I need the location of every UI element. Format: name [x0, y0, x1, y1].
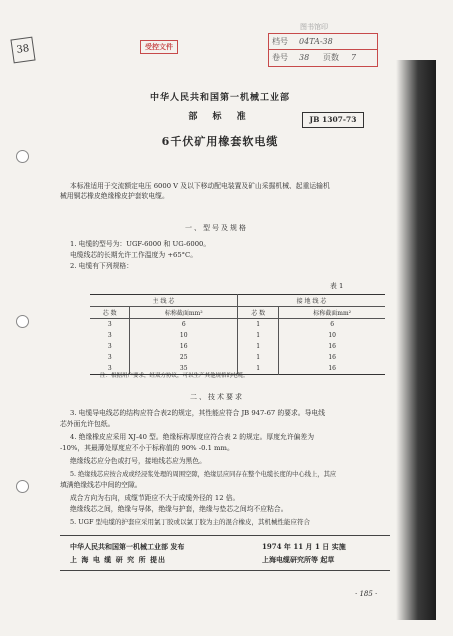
page-number: · 185 ·	[355, 590, 378, 598]
standard-type: 部 标 准	[188, 112, 252, 122]
table-cell: 3	[90, 319, 130, 331]
vol-label: 卷号	[272, 53, 288, 62]
table-cell: 3	[90, 341, 130, 352]
requirement-line: 填满绝缘线芯中间的空隙。	[60, 481, 142, 489]
doc-no-label: 档号	[272, 37, 288, 46]
table-row	[90, 341, 385, 352]
table-cell: 25	[130, 352, 238, 363]
table-cell: 35	[130, 363, 238, 375]
spec-line: 2. 电缆有下列规格：	[70, 262, 134, 270]
controlled-document-stamp: 受控文件	[140, 40, 178, 54]
table-cell: 6	[130, 319, 238, 331]
issuing-ministry: 中华人民共和国第一机械工业部	[149, 93, 290, 103]
table-cell: 1	[237, 330, 278, 341]
table-row	[90, 330, 385, 341]
table-header: 标称截面mm²	[130, 307, 238, 319]
table-header: 芯 数	[90, 307, 130, 319]
table-cell: 3	[90, 363, 130, 375]
table-label: 表 1	[330, 282, 344, 290]
punch-hole	[16, 315, 29, 328]
binder-margin	[0, 0, 50, 636]
page-label: 页数	[323, 53, 339, 62]
punch-hole	[16, 480, 29, 493]
punch-text: 图书馆印	[300, 23, 328, 31]
spec-line: 电缆线芯的长期允许工作温度为 +65°C。	[70, 251, 198, 259]
requirement-line: 5. UGF 型电缆的护套应采用氯丁胶或以氯丁胶为主的混合橡皮，其机械性能应符合	[70, 518, 311, 526]
requirement-line: 3. 电缆导电线芯的结构应符合表2的规定，其性能应符合 JB 947-67 的要求。导电线	[70, 409, 325, 417]
requirement-line: 芯外面允许包纸。	[60, 420, 115, 428]
table-cell: 1	[237, 363, 278, 375]
table-row	[90, 352, 385, 363]
table-header: 标称截面mm²	[313, 310, 352, 317]
scan-shadow	[396, 60, 436, 620]
punch-hole	[16, 150, 29, 163]
table-group-header: 接 地 线 芯	[296, 298, 327, 305]
requirement-line: 绝缘线芯应分色或打号，接地线芯应为黑色。	[70, 457, 206, 465]
doc-no-value: 04TA-38	[299, 37, 333, 46]
table-cell: 10	[130, 330, 238, 341]
archive-ref-box	[268, 33, 378, 67]
table-row	[90, 319, 385, 331]
requirement-line: 成合方向为右向，成缆节距应不大于成缆外径的 12 倍。	[70, 494, 240, 502]
drafter: 上海电缆研究所等 起草	[262, 555, 335, 564]
effective-date: 1974 年 11 月 1 日 实施	[262, 542, 346, 551]
proposer: 上 海 电 缆 研 究 所 提出	[70, 555, 167, 564]
section-heading: 一、型号及规格	[185, 224, 248, 232]
standard-code: JB 1307-73	[302, 112, 364, 128]
margin-tab: 38	[10, 37, 35, 64]
page-value: 7	[351, 53, 357, 62]
table-cell: 1	[237, 352, 278, 363]
intro-line: 本标准适用于交流额定电压 6000 V 及以下移动配电装置及矿山采掘机械、起重运输机	[70, 182, 330, 190]
table-cell: 3	[90, 352, 130, 363]
table-cell: 16	[328, 354, 336, 361]
table-cell: 1	[237, 341, 278, 352]
table-cell: 16	[328, 365, 336, 372]
section-heading: 二、技术要求	[190, 393, 244, 401]
footer-rule	[60, 570, 390, 571]
table-header: 芯 数	[237, 307, 278, 319]
spec-line: 1. 电缆的型号为：UGF-6000 和 UG-6000。	[70, 240, 211, 248]
table-cell: 16	[130, 341, 238, 352]
footer-rule	[60, 535, 390, 536]
spec-table	[90, 294, 385, 375]
document-title: 6千伏矿用橡套软电缆	[161, 135, 279, 148]
requirement-line: 5. 绝缘线芯应按合成或经浸浆处理的周围空隙，绝缘层应同存在整个电缆长度的中心线上，其应	[70, 471, 337, 478]
table-note: 注：根据用户要求，经双方协议，可以生产其他规格的电缆。	[100, 373, 249, 379]
table-cell: 3	[90, 330, 130, 341]
table-cell: 1	[237, 319, 278, 331]
vol-value: 38	[299, 53, 310, 62]
table-cell: 10	[328, 332, 336, 339]
publisher: 中华人民共和国第一机械工业部 发布	[70, 542, 185, 551]
intro-line: 械用铜芯橡皮绝缘橡皮护套软电缆。	[60, 192, 169, 200]
requirement-line: -10%，其最薄处厚度应不小于标称值的 90% -0.1 mm。	[60, 444, 234, 452]
table-cell: 6	[330, 321, 335, 328]
requirement-line: 绝缘线芯之间，绝缘与导体，绝缘与护套，绝缘与垫芯之间均不应粘合。	[70, 505, 288, 513]
table-cell: 16	[328, 343, 336, 350]
requirement-line: 4. 绝缘橡皮应采用 XJ-40 型。绝缘标称厚度应符合表 2 的规定。厚度允许偏差为	[70, 433, 315, 441]
table-group-header: 主 线 芯	[90, 295, 237, 307]
